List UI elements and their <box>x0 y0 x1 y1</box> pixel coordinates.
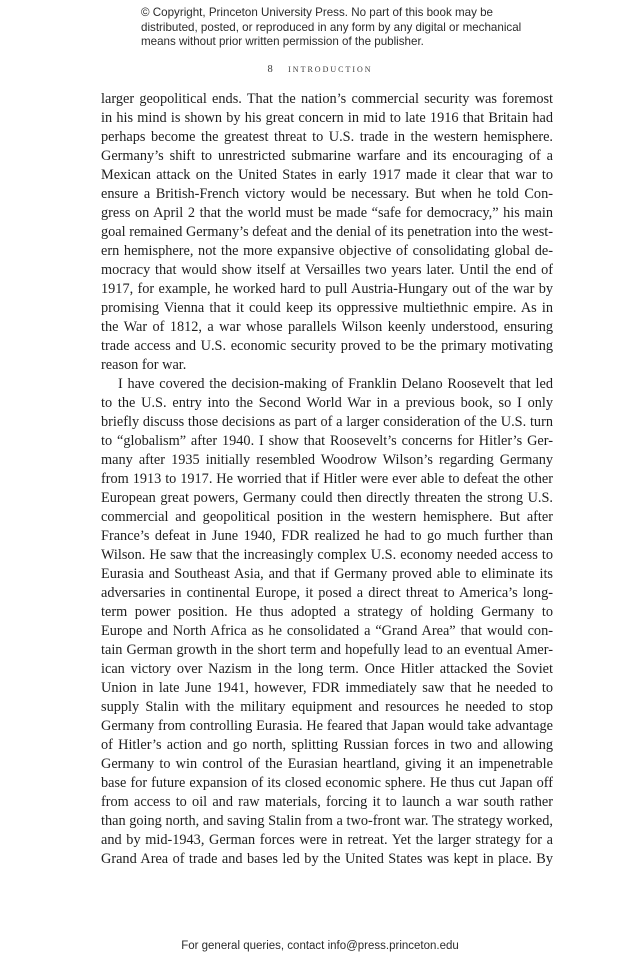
text-line: gress on April 2 that the world must be made “safe for democracy,” his main <box>101 205 553 221</box>
text-line: Grand Area of trade and bases led by the United States was kept in place. By <box>101 851 553 867</box>
text-line: mocracy that would show itself at Versailles two years later. Until the end of <box>101 262 553 278</box>
copyright-line: © Copyright, Princeton University Press. No part of this book may be <box>141 6 493 19</box>
text-line: larger geopolitical ends. That the nation’s commercial security was foremost <box>101 91 553 107</box>
text-line: of Hitler’s action and go north, splitting Russian forces in two and allowing <box>101 737 553 753</box>
text-line: Mexican attack on the United States in early 1917 made it clear that war to <box>101 167 553 183</box>
text-line: and by mid-1943, German forces were in retreat. Yet the larger strategy for a <box>101 832 553 848</box>
text-line: reason for war. <box>101 357 187 373</box>
copyright-notice <box>141 6 521 50</box>
body-text <box>101 90 553 869</box>
text-line: Germany from controlling Eurasia. He feared that Japan would take advantage <box>101 718 553 734</box>
text-line: briefly discuss those decisions as part of a larger consideration of the U.S. turn <box>101 414 553 430</box>
text-line: base for future expansion of its closed economic sphere. He thus cut Japan off <box>101 775 553 791</box>
text-line: Wilson. He saw that the increasingly complex U.S. economy needed access to <box>101 547 553 563</box>
text-line: ican victory over Nazism in the long term. Once Hitler attacked the Soviet <box>101 661 553 677</box>
text-line: tain German growth in the short term and hopefully lead to an eventual Amer- <box>101 642 553 658</box>
text-line: goal remained Germany’s defeat and the denial of its penetration into the west- <box>101 224 553 240</box>
text-line: commercial and geopolitical position in the western hemisphere. But after <box>101 509 553 525</box>
text-line: Union in late June 1941, however, FDR immediately saw that he needed to <box>101 680 553 696</box>
text-line: adversaries in continental Europe, it posed a direct threat to America’s long- <box>101 585 553 601</box>
text-line: Europe and North Africa as he consolidated a “Grand Area” that would con- <box>101 623 553 639</box>
section-title: introduction <box>288 61 373 75</box>
paragraph <box>101 375 553 869</box>
running-head <box>0 61 640 76</box>
text-line: to “globalism” after 1940. I show that Roosevelt’s concerns for Hitler’s Ger- <box>101 433 553 449</box>
text-line: term power position. He thus adopted a strategy of holding Germany to <box>101 604 553 620</box>
text-line: to the U.S. entry into the Second World War in a previous book, so I only <box>101 395 553 411</box>
text-line: supply Stalin with the military equipment and resources he needed to stop <box>101 699 553 715</box>
text-line: many after 1935 initially resembled Woodrow Wilson’s regarding Germany <box>101 452 553 468</box>
text-line: Eurasia and Southeast Asia, and that if Germany proved able to eliminate its <box>101 566 553 582</box>
text-line: than going north, and saving Stalin from a two-front war. The strategy worked, <box>101 813 553 829</box>
paragraph <box>101 90 553 375</box>
text-line: from 1913 to 1917. He worried that if Hitler were ever able to defeat the other <box>101 471 553 487</box>
text-line: ensure a British-French victory would be necessary. But when he told Con- <box>101 186 553 202</box>
text-line: perhaps become the greatest threat to U.S. trade in the western hemisphere. <box>101 129 553 145</box>
text-line: 1917, for example, he worked hard to pull Austria-Hungary out of the war by <box>101 281 553 297</box>
text-line: the War of 1812, a war whose parallels Wilson keenly understood, ensuring <box>101 319 553 335</box>
text-line: Germany’s shift to unrestricted submarine warfare and its encouraging of a <box>101 148 553 164</box>
footer-contact: For general queries, contact info@press.princeton.edu <box>181 940 459 952</box>
text-line: Germany to win control of the Eurasian heartland, giving it an impenetrable <box>101 756 553 772</box>
text-line: European great powers, Germany could then directly threaten the strong U.S. <box>101 490 553 506</box>
text-line: trade access and U.S. economic security proved to be the primary motivating <box>101 338 553 354</box>
copyright-line: means without prior written permission of the publisher. <box>141 35 424 49</box>
text-line: in his mind is shown by his great concern in mid to late 1916 that Britain had <box>101 110 553 126</box>
text-line: from access to oil and raw materials, forcing it to launch a war south rather <box>101 794 553 810</box>
copyright-line: distributed, posted, or reproduced in any form by any digital or mechanical <box>141 20 522 34</box>
text-line: ern hemisphere, not the more expansive objective of consolidating global de- <box>101 243 553 259</box>
text-line: France’s defeat in June 1940, FDR realized he had to go much further than <box>101 528 553 544</box>
page-number: 8 <box>267 64 275 75</box>
text-line: promising Vienna that it could keep its oppressive multiethnic empire. As in <box>101 300 553 316</box>
text-line: I have covered the decision-making of Franklin Delano Roosevelt that led <box>118 376 553 392</box>
